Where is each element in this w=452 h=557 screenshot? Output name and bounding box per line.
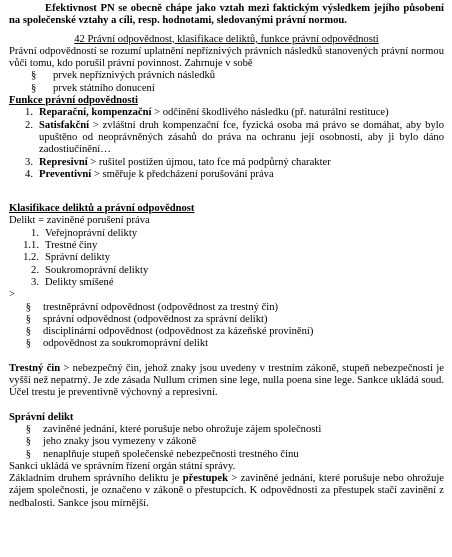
list-item [9, 107, 444, 119]
list-item [9, 314, 444, 326]
functions-list [9, 107, 444, 181]
trestny-cin-paragraph [9, 363, 444, 400]
list-item [9, 70, 444, 82]
list-item [9, 265, 444, 277]
spravni-delikt-list [9, 424, 444, 461]
list-item [9, 228, 444, 240]
list-item-text: odpovědnost za soukromoprávní delikt [43, 338, 209, 350]
function-description: > rušitel postižen újmou, tato fce má podpůrný charakter [87, 156, 331, 168]
list-item-text: trestněprávní odpovědnost (odpovědnost za trestný čin) [43, 301, 279, 313]
function-name: Preventivní [39, 168, 92, 180]
list-item [9, 83, 444, 95]
spravni-delikt-heading: Správní delikt [9, 411, 74, 423]
section-mark: § [25, 338, 31, 350]
list-item [9, 120, 444, 157]
list-number: 2. [25, 119, 33, 131]
list-item-text: Delikty smíšené [45, 276, 114, 288]
list-item [9, 169, 444, 181]
list-number: 3. [25, 156, 33, 168]
list-item-text: Veřejnoprávní delikty [45, 227, 138, 239]
sankce-line: Sankci ukládá ve správním řízení orgán státní správy. [9, 460, 236, 472]
function-description: > směřuje k předcházení porušování práva [91, 168, 274, 180]
list-item [9, 277, 444, 289]
section-mark: § [25, 326, 31, 338]
section-title-responsibility: 42 Právní odpovědnost, klasifikace deliktů, funkce právní odpovědnosti [74, 33, 379, 45]
list-item-text: zaviněné jednání, které porušuje nebo ohrožuje zájem společnosti [43, 423, 322, 435]
arrow-marker: > [9, 289, 15, 301]
list-number: 1.1. [23, 240, 39, 252]
list-number: 4. [25, 168, 33, 180]
list-number: 1.2. [23, 252, 39, 264]
trestny-cin-label: Trestný čin [9, 362, 61, 374]
list-number: 1. [25, 107, 33, 119]
list-item-text: jeho znaky jsou vymezeny v zákoně [43, 436, 197, 448]
prestupek-text: > zaviněné jednání, které porušuje nebo ohrožuje zájem společnosti, je označeno v zákoně o přestupcích. K odpovědnosti za přestupek stačí zavinění z nedbalosti. Sankce jsou mírnější. [9, 473, 445, 509]
section-mark: § [25, 301, 31, 313]
section-mark: § [25, 448, 31, 460]
list-item [9, 424, 444, 436]
responsibility-definition: Právní odpovědností se rozumí uplatnění nepříznivých právních následků stanovených právní normou vůči tomu, kdo porušil právní povinnost. Zahrnuje v sobě [9, 45, 444, 70]
list-item-text: Správní delikty [45, 252, 111, 264]
function-description: > odčinění škodlivého následku (př. naturální restituce) [151, 107, 389, 119]
responsibility-elements-list [9, 70, 444, 95]
prestupek-intro: Základním druhem správního deliktu je [9, 473, 183, 485]
list-number: 2. [31, 264, 39, 276]
list-item [9, 338, 444, 350]
list-item [9, 240, 444, 252]
list-item-text: Trestné činy [45, 240, 98, 252]
list-item-text: správní odpovědnost (odpovědnost za správní delikt) [43, 313, 268, 325]
list-item-text: disciplinární odpovědnost (odpovědnost za kázeňské provinění) [43, 326, 314, 338]
list-item-text: prvek státního donucení [53, 82, 155, 94]
list-item [9, 157, 444, 169]
section-mark: § [25, 423, 31, 435]
spacer [9, 181, 444, 203]
list-number: 3. [31, 276, 39, 288]
list-item [9, 302, 444, 314]
spacer [9, 351, 444, 363]
delikt-classes-list [9, 228, 444, 289]
list-number: 1. [31, 227, 39, 239]
list-item [9, 436, 444, 448]
spacer [9, 400, 444, 412]
function-name: Satisfakční [39, 119, 90, 131]
function-name: Represivní [39, 156, 88, 168]
section-title-classification: Klasifikace deliktů a právní odpovědnost [9, 203, 195, 215]
responsibility-types-list [9, 302, 444, 351]
list-item-text: prvek nepříznivých právních následků [53, 70, 216, 82]
section-mark: § [25, 313, 31, 325]
list-item [9, 449, 444, 461]
prestupek-label: přestupek [182, 473, 229, 485]
list-item [9, 326, 444, 338]
function-description: > zvláštní druh kompenzační fce, fyzická osoba má právo se domáhat, aby bylo upuštěno od neoprávněných zásahů do práva na ochranu její osobnosti, aby ji bylo dáno zadostiučinění… [39, 119, 444, 156]
list-item-text: nenaplňuje stupeň společenské nebezpečnosti trestného činu [43, 448, 299, 460]
intro-paragraph: Efektivnost PN se obecně chápe jako vztah mezi faktickým výsledkem jejího působení na společenské vztahy a cíli, resp. hodnotami, sledovanými právní normou. [9, 3, 444, 27]
prestupek-paragraph [9, 473, 444, 510]
delikt-definition: Delikt = zaviněné porušení práva [9, 215, 150, 227]
section-mark: § [31, 82, 37, 94]
list-item-text: Soukromoprávní delikty [45, 264, 149, 276]
trestny-cin-text: > nebezpečný čin, jehož znaky jsou uvedeny v trestním zákoně, stupeň nebezpečnosti je vyšší než nepatrný. Je zde zásada Nullum crimen sine lege, nulla poena sine lege. Sankce ukládá soud. Účel trestu je preventivně výchovný a represivní. [9, 362, 444, 399]
list-item [9, 252, 444, 264]
section-mark: § [31, 70, 37, 82]
function-name: Reparační, kompenzační [39, 107, 152, 119]
section-mark: § [25, 436, 31, 448]
functions-heading: Funkce právní odpovědnosti [9, 95, 138, 107]
